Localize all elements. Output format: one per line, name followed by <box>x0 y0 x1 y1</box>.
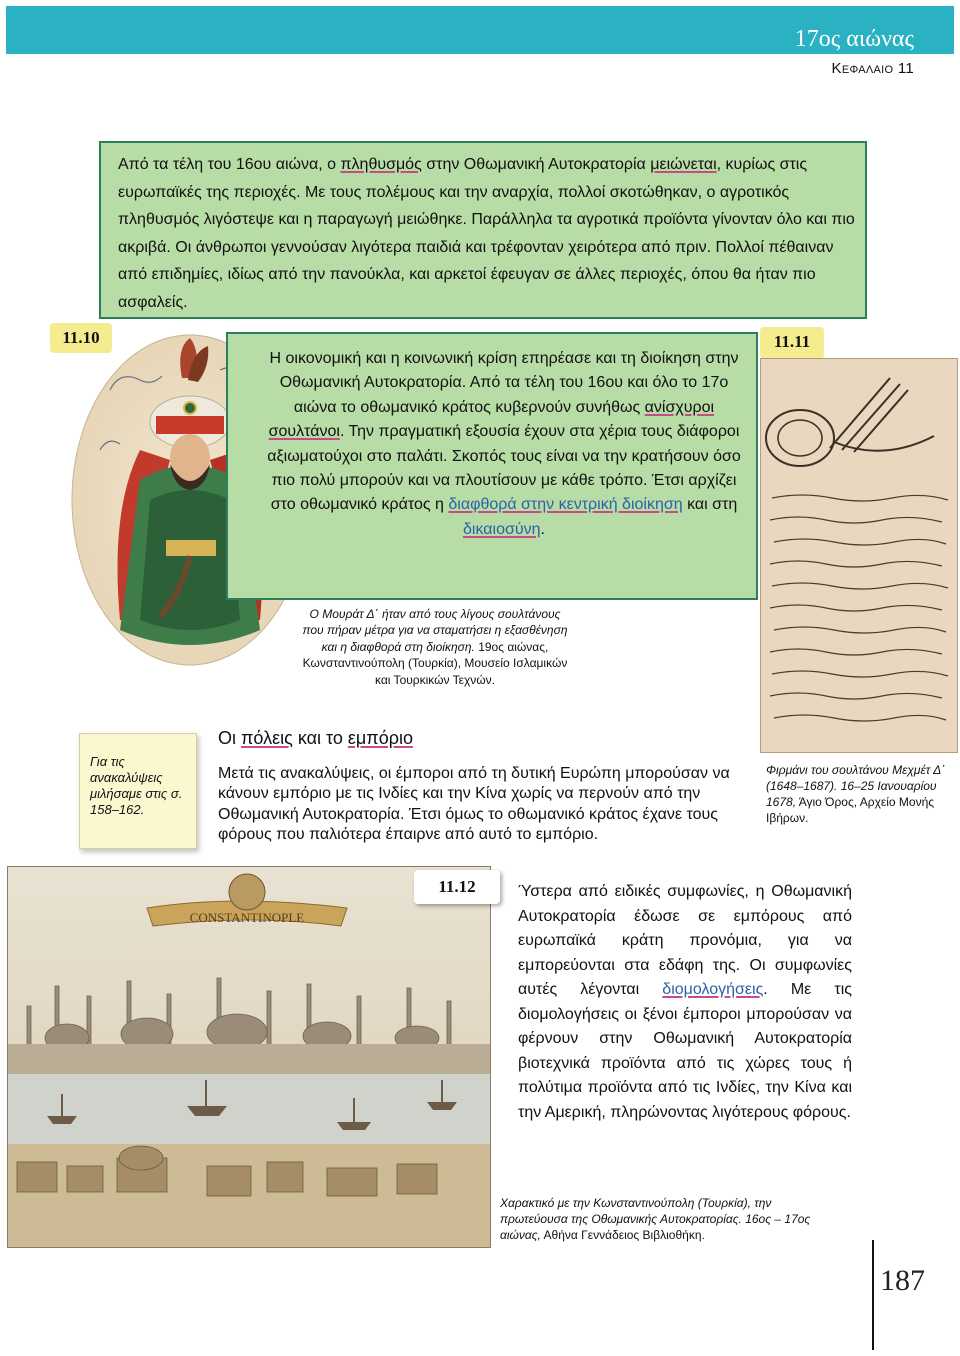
page-number: 187 <box>880 1264 925 1297</box>
keyword-trade: εμπόριο <box>347 728 413 748</box>
keyword-justice: δικαιοσύνη <box>463 520 541 538</box>
keyword-decreases: μειώνεται <box>650 156 717 173</box>
engraving-banner: CONSTANTINOPLE <box>189 910 305 925</box>
constantinople-engraving <box>7 866 491 1248</box>
keyword-cities: πόλεις <box>241 728 293 748</box>
figure-number-11-11: 11.11 <box>760 327 824 359</box>
keyword-population: πληθυσμός <box>340 156 422 173</box>
keyword-weak-sultans: ανίσχυροι σουλτάνοι <box>268 398 715 441</box>
section-heading: Οι πόλεις και το εμπόριο <box>218 728 413 748</box>
keyword-capitulations: διομολογήσεις <box>662 981 764 998</box>
capitulations-paragraph: Ύστερα από ειδικές συμφωνίες, η Οθωμανική Αυτοκρατορία έδωσε σε εμπόρους από ευρωπαϊκά κράτη προνόμια, για να εμπορεύονται στα εδάφη της. Οι συμφωνίες αυτές λέγονται διομολογήσεις. Με τις διομολογήσεις οι ξένοι έμποροι μπορούσαν να φέρνουν στην Οθωμανική Αυτοκρατορία βιοτεχνικά προϊόντα από τις χώρες τους ή πολύτιμα προϊόντα από τις Ινδίες, την Κίνα και την Αμερική, πληρώνοντας λιγότερους φόρους. <box>518 883 852 1121</box>
intro-text: Από τα τέλη του 16ου αιώνα, ο πληθυσμός στην Οθωμανική Αυτοκρατορία μειώνεται, κυρίως στις ευρωπαϊκές της περιοχές. Με τους πολέμους και την αναρχία, πολλοί σκοτώθηκαν, ο αγροτικός πληθυσμός λιγόστεψε και η παραγωγή μειώθηκε. Παράλληλα τα αγροτικά προϊόντα γίνονταν όλο και πιο ακριβά. Οι άνθρωποι γεννούσαν λιγότερα παιδιά και τρέφονταν χειρότερα από πριν. Πολλοί πέθαιναν από επιδημίες, ιδίως από την πανούκλα, και αρκετοί έφευγαν σε άλλες περιοχές, όπου θα ήταν πιο ασφαλείς. <box>118 156 855 311</box>
caption-11-11: Φιρμάνι του σουλτάνου Μεχμέτ Δ΄ (1648–1687). 16–25 Ιανουαρίου 1678, Άγιο Όρος, Αρχείο Μονής Ιβήρων. <box>766 763 946 825</box>
figure-number-11-10: 11.10 <box>50 323 112 353</box>
chapter-label: Κεφαλαιο 11 <box>831 60 914 77</box>
firman-document-image <box>760 358 958 753</box>
caption-11-10: Ο Μουράτ Δ΄ ήταν από τους λίγους σουλτάνους που πήραν μέτρα για να σταματήσει η εξασθένηση και η διαφθορά στη διοίκηση. 19ος αιώνας, Κωνσταντινούπολη (Τουρκία), Μουσείο Ισλαμικών και Τουρκικών Τεχνών. <box>302 607 568 687</box>
page-number-rule <box>872 1240 874 1350</box>
crisis-text: Η οικονομική και η κοινωνική κρίση επηρέασε και τη διοίκηση στην Οθωμανική Αυτοκρατορία. Από τα τέλη του 16ου και όλο το 17ο αιώνα το οθωμανικό κράτος κυβερνούν συνήθως ανίσχυροι σουλτάνοι. Την πραγματική εξουσία έχουν στα χέρια τους διάφοροι αξιωματούχοι στο παλάτι. Σκοπός τους είναι να την κρατήσουν όσο πιο πολύ μπορούν και να πλουτίσουν με κάθε τρόπο. Έτσι αρχίζει στο οθωμανικό κράτος η διαφθορά στην κεντρική διοίκηση και στη δικαιοσύνη. <box>267 350 741 538</box>
header-title: 17ος αιώνας <box>794 26 914 52</box>
trade-paragraph: Μετά τις ανακαλύψεις, οι έμποροι από τη δυτική Ευρώπη μπορούσαν να κάνουν εμπόριο με τις Ινδίες και την Κίνα χωρίς να περνούν από την Οθωμανική Αυτοκρατορία. Έτσι όμως το οθωμανικό κράτος έχανε τους φόρους που παλιότερα έπαιρνε από αυτό το εμπόριο. <box>218 765 730 844</box>
keyword-corruption: διαφθορά στην κεντρική διοίκηση <box>448 496 683 514</box>
note-text: Για τις ανακαλύψεις μιλήσαμε στις σ. 158–162. <box>90 754 183 817</box>
figure-number-11-12: 11.12 <box>414 870 500 904</box>
caption-11-12: Χαρακτικό με την Κωνσταντινούπολη (Τουρκία), την πρωτεύουσα της Οθωμανικής Αυτοκρατορίας. 16ος – 17ος αιώνας, Αθήνα Γεννάδειος Βιβλιοθήκη. <box>500 1196 811 1242</box>
